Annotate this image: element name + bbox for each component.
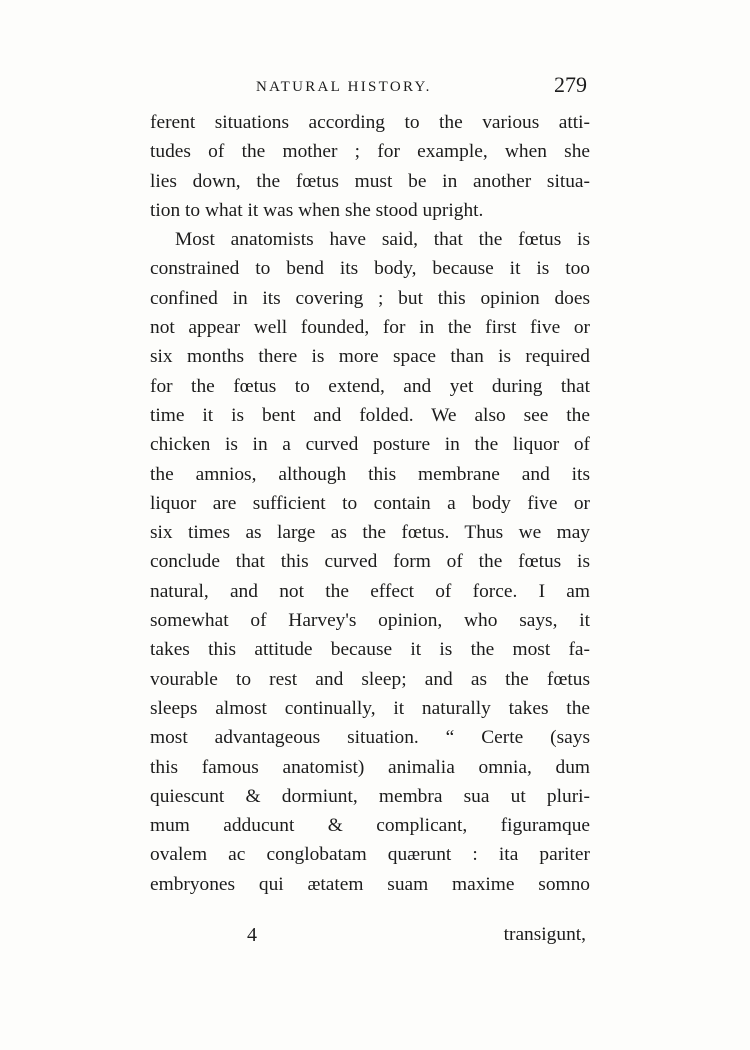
text-line: time it is bent and folded. We also see the (150, 404, 590, 426)
page-footer (150, 920, 590, 950)
text-line: somewhat of Harvey's opinion, who says, it (150, 610, 590, 632)
text-line: tudes of the mother ; for example, when she (150, 141, 590, 163)
text-line: most advantageous situation. “ Certe (says (150, 727, 590, 749)
text-line: tion to what it was when she stood upright. (150, 199, 484, 221)
text-line: the amnios, although this membrane and its (150, 463, 590, 485)
text-line: ferent situations according to the various atti- (150, 112, 590, 133)
text-line: six times as large as the fœtus. Thus we may (150, 522, 590, 544)
running-head (150, 72, 590, 102)
text-line: conclude that this curved form of the fœtus is (150, 551, 590, 573)
text-line: ovalem ac conglobatam quærunt : ita pariter (150, 844, 590, 866)
text-line: liquor are sufficient to contain a body five or (150, 492, 590, 514)
text-line: chicken is in a curved posture in the liquor of (150, 434, 590, 456)
text-line: for the fœtus to extend, and yet during that (150, 375, 590, 397)
text-line: takes this attitude because it is the most fa- (150, 639, 590, 661)
signature-mark: 4 (247, 924, 257, 946)
catchword: transigunt, (503, 924, 586, 945)
running-title: NATURAL HISTORY. (256, 79, 432, 95)
text-line: constrained to bend its body, because it is too (150, 258, 590, 280)
text-line: six months there is more space than is required (150, 346, 590, 368)
text-line: quiescunt & dormiunt, membra sua ut pluri- (150, 785, 590, 807)
text-line: natural, and not the effect of force. I am (150, 580, 590, 602)
text-line: lies down, the fœtus must be in another situa- (150, 170, 590, 192)
page-number: 279 (554, 72, 587, 97)
text-line: sleeps almost continually, it naturally takes the (150, 697, 590, 719)
text-line: embryones qui ætatem suam maxime somno (150, 873, 590, 895)
text-line: this famous anatomist) animalia omnia, dum (150, 756, 590, 778)
body-text (150, 108, 590, 899)
text-line: Most anatomists have said, that the fœtus is (175, 229, 590, 251)
text-line: confined in its covering ; but this opinion does (150, 287, 590, 309)
text-line: not appear well founded, for in the first five or (150, 317, 590, 339)
text-line: vourable to rest and sleep; and as the fœtus (150, 668, 590, 690)
text-line: mum adducunt & complicant, figuramque (150, 815, 590, 837)
